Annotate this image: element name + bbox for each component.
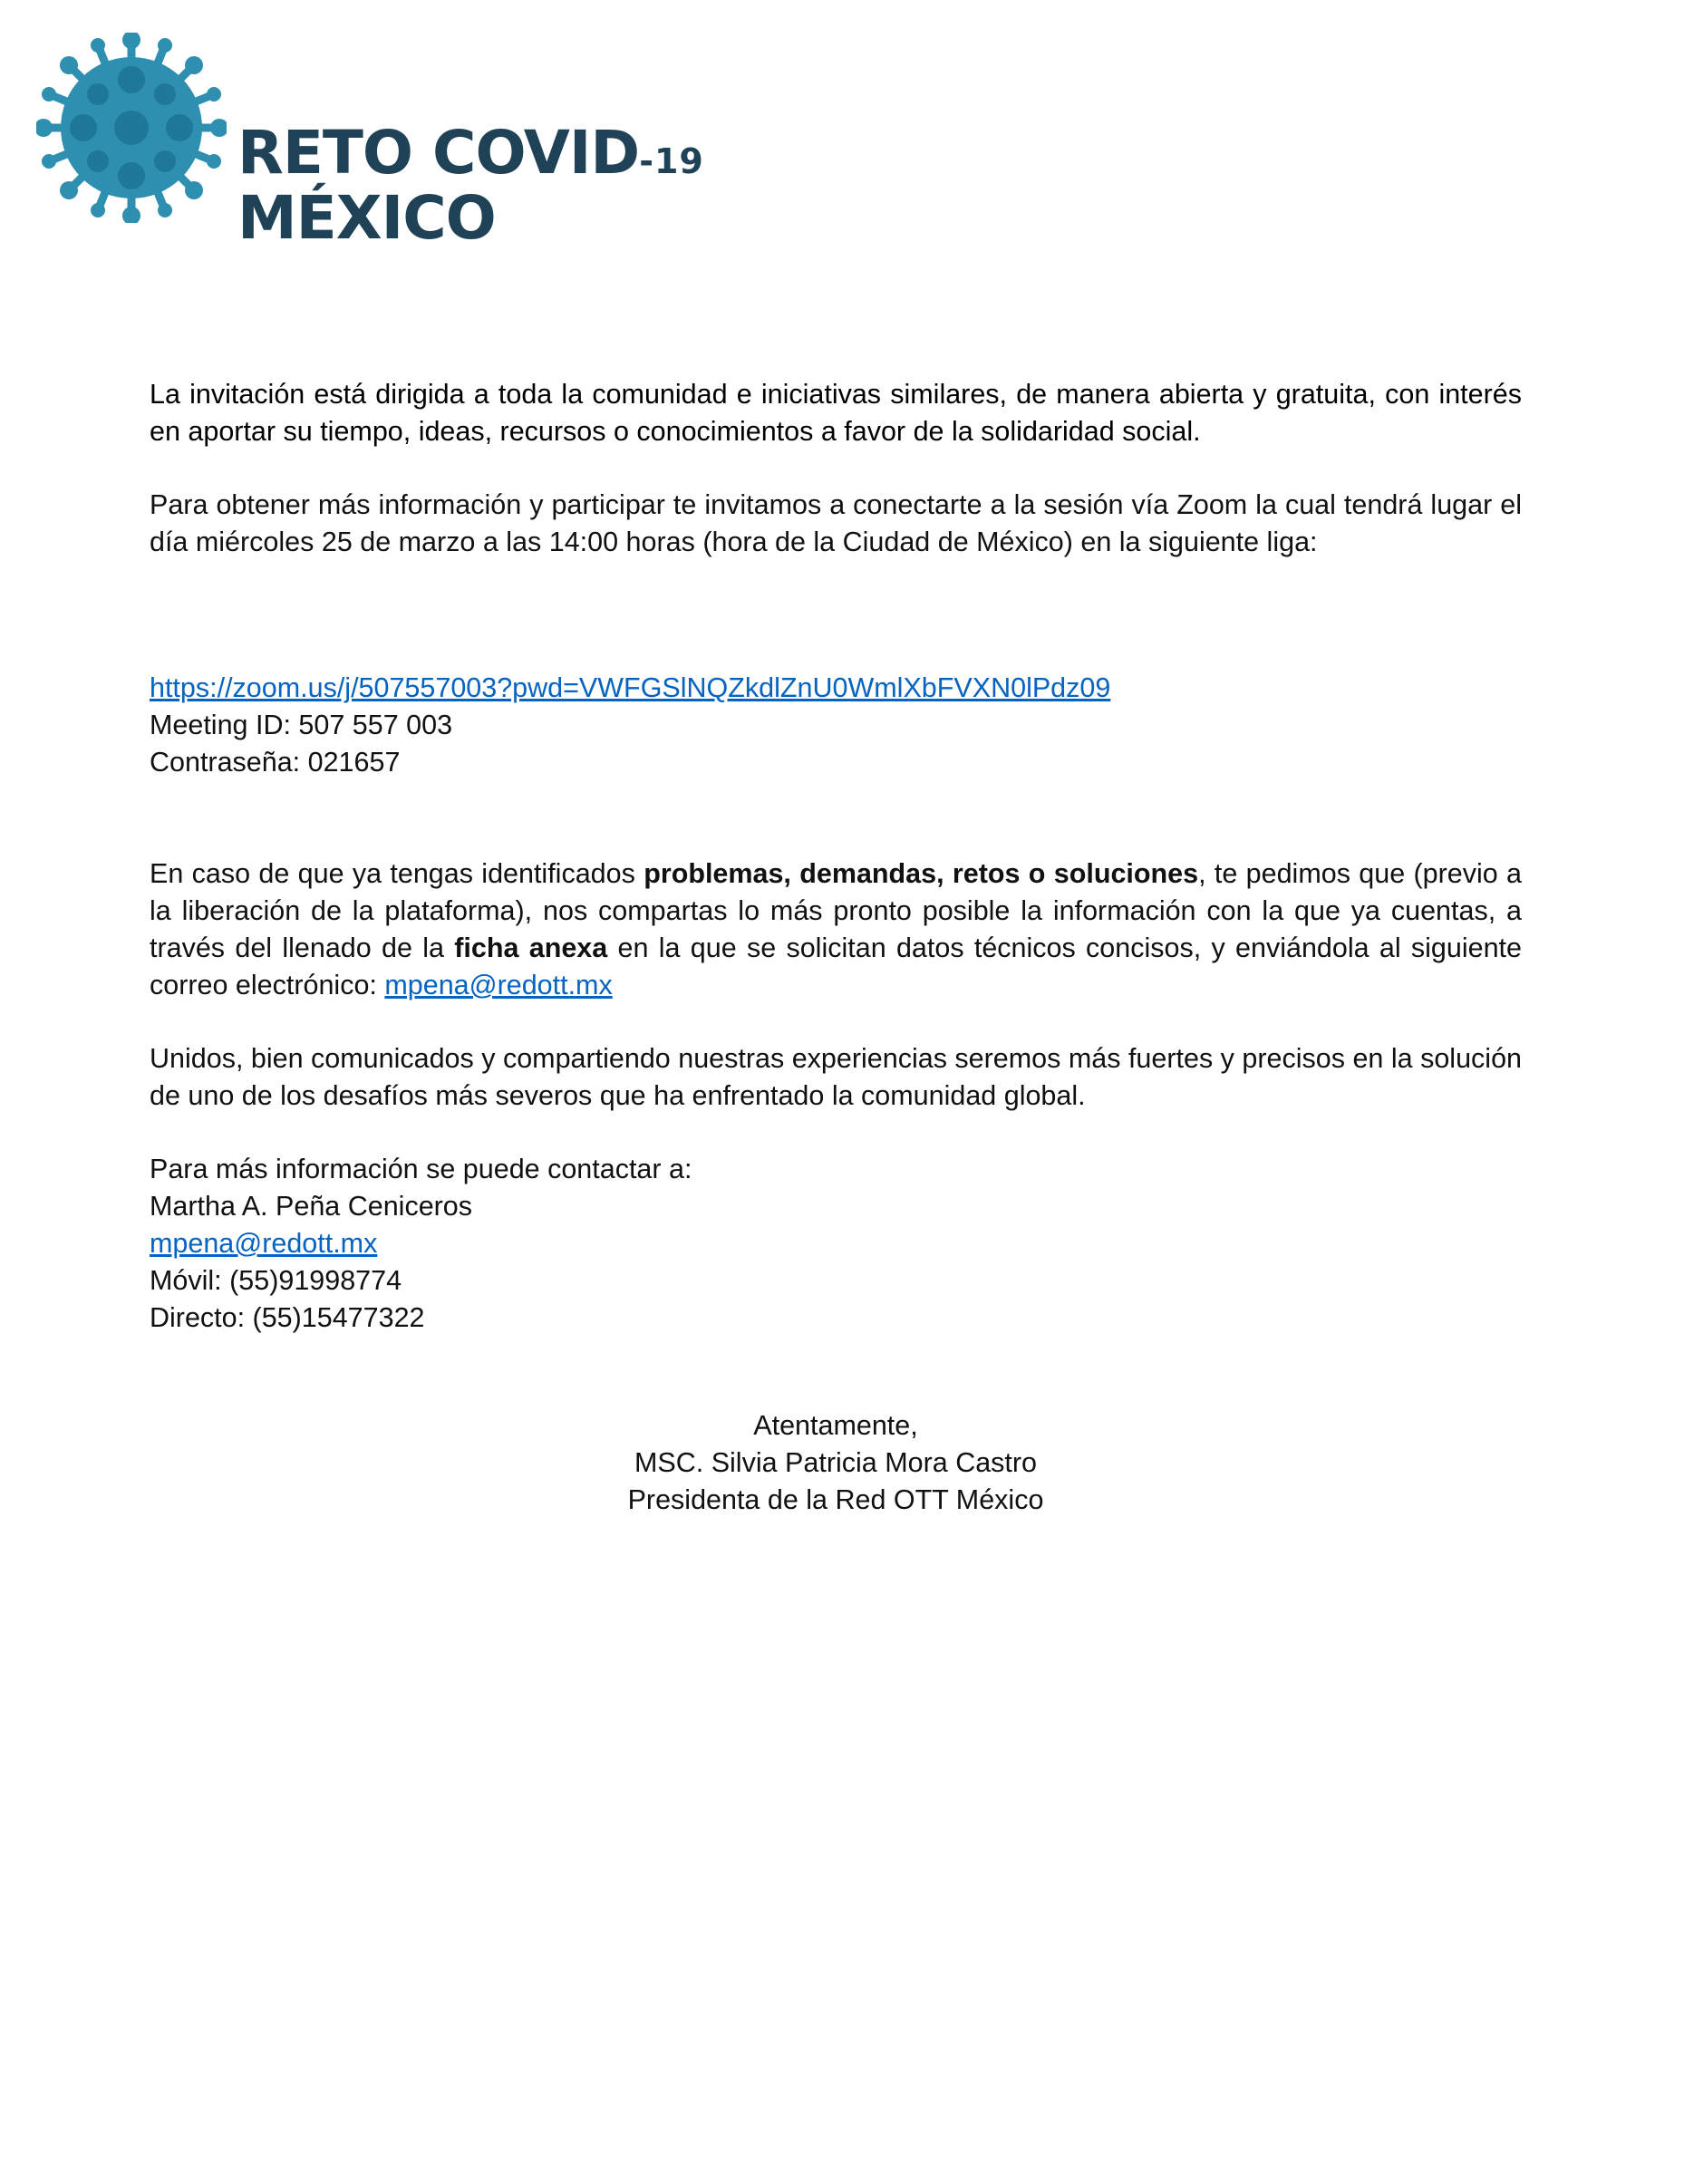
closing-paragraph: Unidos, bien comunicados y compartiendo nuestras experiencias seremos más fuertes y precisos en la solución de uno de los desafíos más severos que ha enfrentado la comunidad global. — [150, 1043, 1522, 1111]
logo — [36, 33, 704, 259]
contact-direct: Directo: (55)15477322 — [150, 1302, 425, 1333]
problems-emphasis: problemas, demandas, retos o soluciones — [644, 858, 1199, 889]
meeting-id: Meeting ID: 507 557 003 — [150, 710, 453, 740]
email-link[interactable]: mpena@redott.mx — [384, 970, 613, 1000]
ficha-anexa-emphasis: ficha anexa — [454, 933, 608, 963]
problems-paragraph: En caso de que ya tengas identificados problemas, demandas, retos o soluciones, te pedimos que (previo a la liberación de la plataforma), nos compartas lo más pronto posible la información con la que ya cuentas, a través del llenado de la ficha anexa en la que se solicitan datos técnicos concisos, y enviándola al siguiente correo electrónico: mpena@redott.mx — [150, 858, 1523, 1000]
contact-block — [150, 1151, 1522, 1337]
coronavirus-icon — [36, 33, 227, 223]
signature-block — [150, 1407, 1522, 1519]
logo-line1: RETO COVID-19 — [237, 118, 704, 188]
logo-wordmark — [237, 118, 704, 253]
contact-intro: Para más información se puede contactar a: — [150, 1154, 692, 1184]
contact-name: Martha A. Peña Ceniceros — [150, 1191, 473, 1222]
meeting-password: Contraseña: 021657 — [150, 747, 401, 778]
intro-paragraph: La invitación está dirigida a toda la comunidad e iniciativas similares, de manera abierta y gratuita, con interés en aportar su tiempo, ideas, recursos o conocimientos a favor de la solidaridad social. — [150, 379, 1522, 447]
signature-greeting: Atentamente, — [753, 1410, 918, 1441]
logo-line2: MÉXICO — [237, 183, 496, 253]
session-paragraph: Para obtener más información y participar te invitamos a conectarte a la sesión vía Zoom la cual tendrá lugar el día miércoles 25 de marzo a las 14:00 horas (hora de la Ciudad de México) en la siguiente liga: — [150, 489, 1522, 557]
contact-email-link[interactable]: mpena@redott.mx — [150, 1228, 378, 1259]
logo-suffix: -19 — [639, 141, 704, 181]
letter-body — [150, 376, 1522, 1373]
zoom-details — [150, 670, 1522, 781]
zoom-link[interactable]: https://zoom.us/j/507557003?pwd=VWFGSlNQZkdlZnU0WmlXbFVXN0lPdz09 — [150, 672, 1111, 703]
contact-mobile: Móvil: (55)91998774 — [150, 1265, 402, 1296]
signature-name: MSC. Silvia Patricia Mora Castro — [634, 1447, 1038, 1478]
signature-title: Presidenta de la Red OTT México — [627, 1484, 1044, 1515]
